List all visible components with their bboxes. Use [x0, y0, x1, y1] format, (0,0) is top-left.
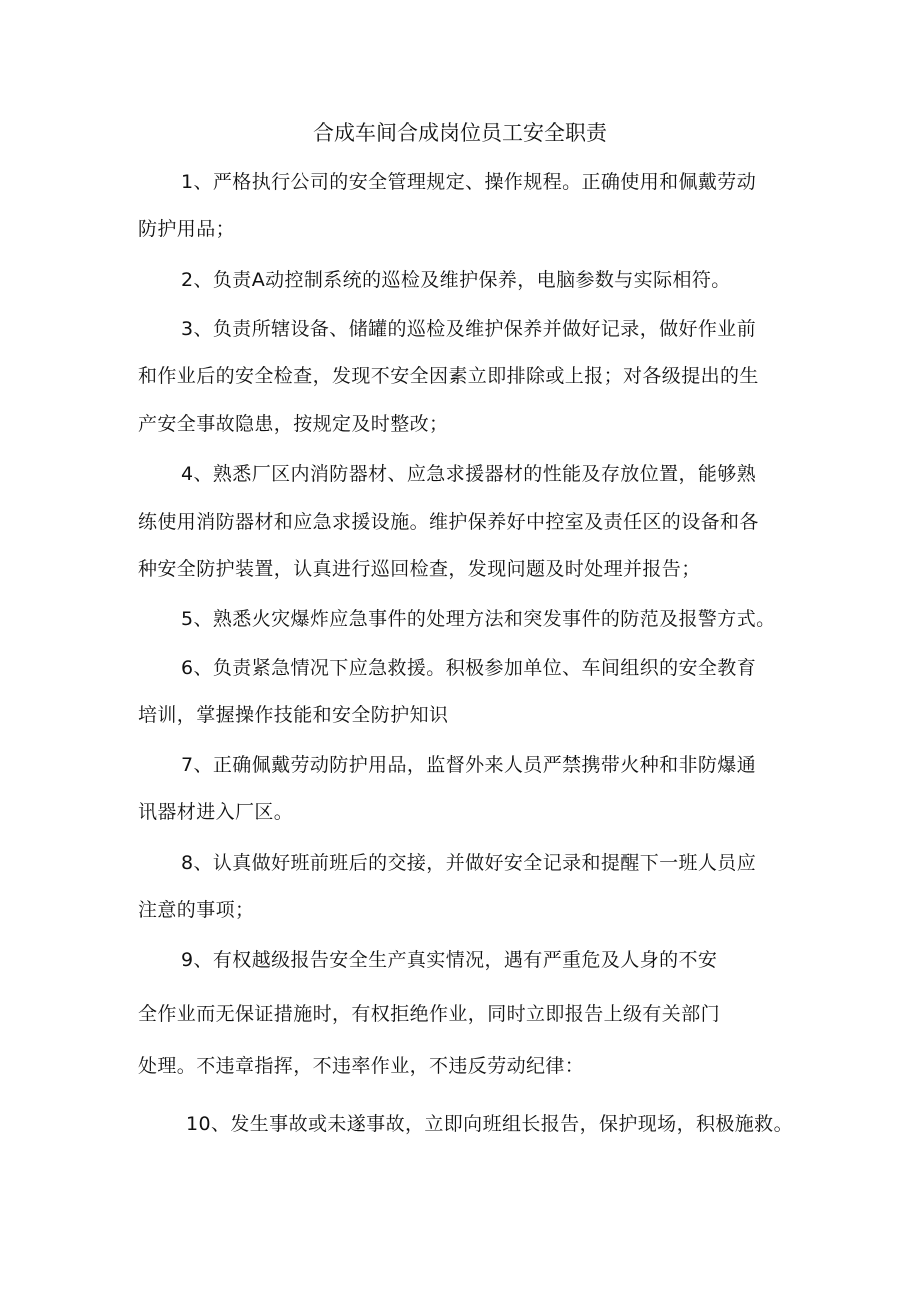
item-3-line-2: 和作业后的安全检查，发现不安全因素立即排除或上报；对各级提出的生	[138, 365, 759, 387]
item-6-line-1: 6、负责紧急情况下应急救援。积极参加单位、车间组织的安全教育	[181, 657, 757, 679]
item-7-line-1: 7、正确佩戴劳动防护用品，监督外来人员严禁携带火种和非防爆通	[181, 754, 757, 776]
item-4-line-1: 4、熟悉厂区内消防器材、应急求援器材的性能及存放位置，能够熟	[181, 463, 757, 485]
item-7-line-2: 讯器材进入厂区。	[138, 801, 294, 823]
item-3-line-3: 产安全事故隐患，按规定及时整改；	[138, 413, 449, 435]
item-9-line-2: 全作业而无保证措施时，有权拒绝作业，同时立即报告上级有关部门	[138, 1003, 721, 1025]
item-8-line-1: 8、认真做好班前班后的交接，并做好安全记录和提醒下一班人员应	[181, 852, 757, 874]
item-1-line-1: 1、严格执行公司的安全管理规定、操作规程。正确使用和佩戴劳动	[181, 171, 757, 193]
item-5-line-1: 5、熟悉火灾爆炸应急事件的处理方法和突发事件的防范及报警方式。	[181, 608, 776, 630]
item-4-line-3: 种安全防护装置，认真进行巡回检查，发现问题及时处理并报告；	[138, 558, 701, 580]
item-6-line-2: 培训，掌握操作技能和安全防护知识	[138, 704, 449, 726]
item-8-line-2: 注意的事项；	[138, 899, 255, 921]
item-1-line-2: 防护用品；	[138, 218, 236, 240]
item-3-line-1: 3、负责所辖设备、储罐的巡检及维护保养并做好记录，做好作业前	[181, 318, 757, 340]
item-4-line-2: 练使用消防器材和应急求援设施。维护保养好中控室及责任区的设备和各	[138, 511, 759, 533]
item-10-line-1: 10、发生事故或未遂事故，立即向班组长报告，保护现场，积极施救。	[186, 1113, 793, 1135]
document-title: 合成车间合成岗位员工安全职责	[313, 121, 607, 145]
item-9-line-1: 9、有权越级报告安全生产真实情况，遇有严重危及人身的不安	[181, 949, 718, 971]
item-2-line-1: 2、负责A动控制系统的巡检及维护保养，电脑参数与实际相符。	[181, 269, 731, 291]
item-9-line-3: 处理。不违章指挥，不违率作业，不违反劳动纪律：	[138, 1055, 585, 1077]
